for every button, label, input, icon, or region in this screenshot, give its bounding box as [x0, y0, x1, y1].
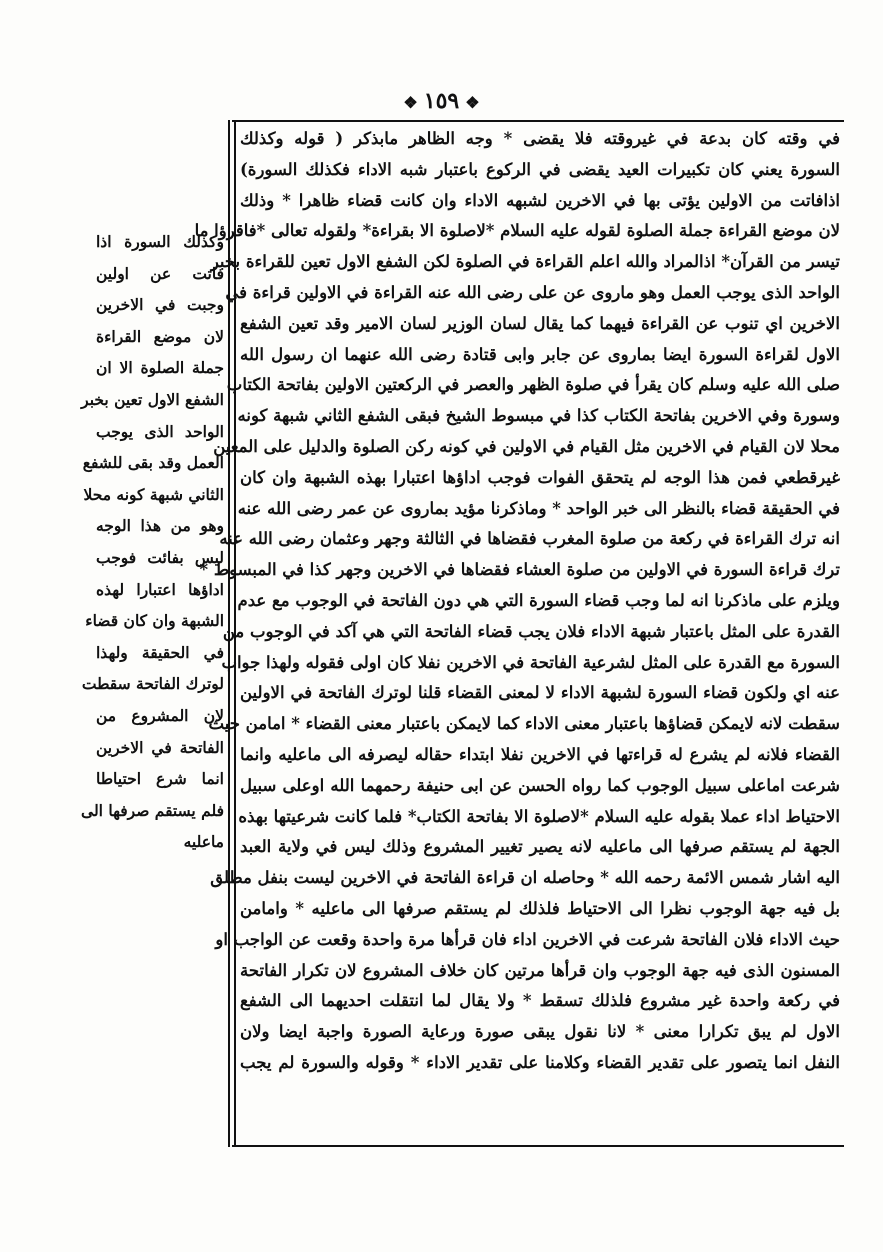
margin-line: لان المشروع من	[96, 705, 224, 725]
margin-line: فلم يستقم صرفها الى	[81, 800, 224, 820]
main-line: الجهة لم يستقم صرفها الى ماعليه لانه يصير تغيير المشروع وذلك ليس في ولاية العبد	[240, 837, 840, 857]
main-line: الاول لم يبق تكرارا معنى * لانا نقول يبقى صورة ورعاية الصورة واجبة ايضا ولان	[240, 1022, 840, 1042]
bottom-rule	[232, 1145, 844, 1147]
margin-line: وهو من هذا الوجه	[96, 516, 224, 536]
main-line: الاحتياط اداء عملا بقوله عليه السلام *لاصلوة الا بفاتحة الكتاب* فلما كانت شرعيتها بهذه	[238, 806, 840, 826]
main-line: عنه اي ولكون قضاء السورة لشبهة الاداء لا لمعنى القضاء قلنا لوترك الفاتحة في الاولين	[240, 683, 840, 703]
margin-line: الشفع الاول تعين بخبر	[81, 389, 224, 409]
margin-line: ليس بفائت فوجب	[96, 547, 224, 567]
main-line: السورة يعني كان تكبيرات العيد يقضى في الركوع باعتبار شبه الاداء فكذلك السورة)	[240, 159, 840, 179]
margin-line: انما شرع احتياطا	[96, 769, 224, 789]
main-line: النفل انما يتصور على تقدير القضاء وكلامنا على تقدير الاداء * وقوله والسورة لم يجب	[240, 1052, 840, 1072]
main-line: الاخرين اي تنوب عن القراءة فيهما كما يقال لسان الوزير لسان الامير وقد تعين الشفع	[240, 313, 840, 333]
margin-line: الشبهة وان كان قضاء	[85, 611, 224, 631]
main-line: القضاء فلانه لم يشرع له قراءتها في الاخرين نفلا ابتداء حقاله ليصرفه الى ماعليه وانما	[240, 744, 840, 764]
main-line: شرعت اماعلى سبيل الوجوب كما رواه الحسن عن ابى حنيفة رحمهما الله اوعلى سبيل	[240, 775, 840, 795]
ornament-right-icon: ❖	[465, 93, 480, 112]
main-line: في الحقيقة قضاء بالنظر الى خبر الواحد * وماذكرنا مؤيد بماروى عن عمر رضى الله عنه	[237, 498, 840, 518]
main-line: غيرقطعي فمن هذا الوجه لم يتحقق الفوات فوجب اداؤها اعتبارا بهذه الشبهة وان كان	[240, 467, 840, 487]
margin-line: لان موضع القراءة	[96, 326, 224, 346]
main-line: وسورة وفي الاخرين بفاتحة الكتاب كذا في مبسوط الشيخ فبقى الشفع الثاني شبهة كونه	[237, 406, 840, 426]
main-line: المسنون الذى فيه جهة الوجوب وان قرأها مرتين كان خلاف المشروع لان تكرار الفاتحة	[240, 960, 840, 980]
margin-line: اداؤها اعتبارا لهذه	[96, 579, 224, 599]
margin-line: ماعليه	[183, 832, 224, 852]
main-line: صلى الله عليه وسلم كان يقرأ في صلوة الظهر والعصر في الركعتين الاولين بفاتحة الكتاب	[226, 375, 840, 395]
margin-line: وكذلك السورة اذا	[96, 232, 224, 251]
main-line: لان موضع القراءة جملة الصلوة لقوله عليه السلام *لاصلوة الا بقراءة* ولقوله تعالى *فاقرؤا ما	[194, 221, 840, 241]
main-text-column	[194, 124, 840, 1142]
page-number-text: ١٥٩	[423, 88, 460, 114]
margin-line: الفاتحة في الاخرين	[96, 737, 224, 757]
main-line: اليه اشار شمس الائمة رحمه الله * وحاصله ان قراءة الفاتحة في الاخرين ليست بنفل مطلق	[210, 868, 840, 888]
margin-line: لوترك الفاتحة سقطت	[81, 674, 224, 694]
main-line: محلا لان القيام في الاخرين مثل القيام في الاولين في كونه ركن الصلوة والدليل على المعين	[213, 436, 840, 456]
top-rule	[232, 120, 844, 122]
main-line: اذافاتت من الاولين يؤتى بها في الاخرين لشبهه الاداء وان كانت قضاء ظاهرا * وذلك	[240, 190, 840, 210]
main-line: سقطت لانه لايمكن قضاؤها باعتبار معنى الاداء كما لايمكن باعتبار معنى القضاء * امامن حيث	[208, 714, 840, 734]
main-line: الاول لقراءة السورة ايضا بماروى عن جابر وابى قتادة رضى الله عنهما ان رسول الله	[240, 344, 840, 364]
ornament-left-icon: ❖	[403, 93, 418, 112]
main-line: حيث الاداء فلان الفاتحة شرعت في الاخرين اداء فان قرأها مرة واحدة وقعت عن الواجب او	[215, 929, 840, 949]
main-line: في وقته كان بدعة في غيروقته فلا يقضى * وجه الظاهر مابذكر ( قوله وكذلك	[240, 129, 840, 148]
margin-line: في الحقيقة ولهذا	[96, 642, 224, 662]
main-line: القدرة على المثل باعتبار شبهة الاداء فلان يجب قضاء الفاتحة التي هي آكد في الوجوب من	[222, 621, 840, 641]
main-line: ويلزم على ماذكرنا انه لما وجب قضاء السورة التي هي دون الفاتحة في الوجوب مع عدم	[237, 590, 840, 610]
margin-line: العمل وقد بقى للشفع	[82, 453, 224, 473]
margin-line: الواحد الذى يوجب	[96, 421, 224, 441]
margin-line: فاتت عن اولين	[96, 263, 224, 283]
main-line: تيسر من القرآن* اذالمراد والله اعلم القراءة في الصلوة لكن الشفع الاول تعين للقراءة بخبر	[210, 252, 840, 272]
page-number	[0, 88, 883, 114]
margin-summary-column	[81, 226, 224, 858]
margin-line: جملة الصلوة الا ان	[96, 358, 224, 378]
main-line: في ركعة واحدة غير مشروع فلذلك تسقط * ولا يقال لما انتقلت احديهما الى الشفع	[240, 991, 840, 1011]
margin-line: وجبت في الاخرين	[96, 295, 224, 315]
margin-line: الثاني شبهة كونه محلا	[83, 484, 224, 504]
main-line: ترك قراءة السورة في الاولين من صلوة العشاء فقضاها في الاخرين وجهر كذا في المبسوط *	[199, 560, 840, 580]
main-line: الواحد الذى يوجب العمل وهو ماروى عن على رضى الله عنه القراءة في الاولين قراءة في	[225, 282, 840, 302]
main-line: السورة مع القدرة على المثل لشرعية الفاتحة في الاخرين نفلا كان اولى فقوله ولهذا جواب	[221, 652, 840, 672]
main-line: انه ترك القراءة في ركعة من صلوة المغرب فقضاها في الثالثة وجهر وعثمان رضى الله عنه	[219, 529, 840, 549]
main-line: بل فيه جهة الوجوب نظرا الى الاحتياط فلذلك لم يستقم صرفها الى ماعليه * وامامن	[240, 898, 840, 918]
